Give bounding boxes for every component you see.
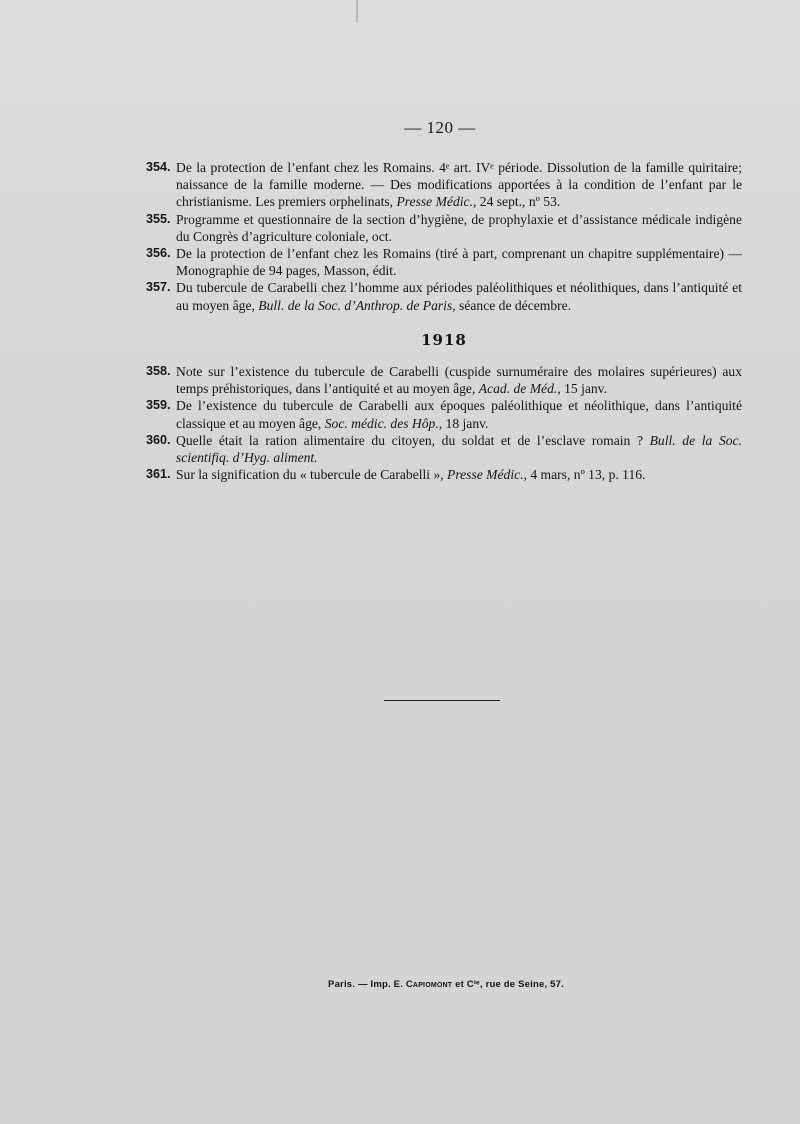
entry-citation: Acad. de Méd., [478, 381, 561, 397]
entry-text [176, 279, 742, 313]
entry-text-part: De la protection de l’enfant chez les Romains (tiré à part, comprenant un chapitre supplémentaire) — Monographie de 94 pages, Masson, édit. [176, 246, 742, 279]
entry-text-part: Programme et questionnaire de la section d’hygiène, de prophylaxie et d’assistance médicale indigène du Congrès d’agriculture coloniale, oct. [176, 211, 742, 244]
entry-number: 356. [146, 246, 171, 261]
printer-imprint [0, 979, 800, 990]
entry-citation: Presse Médic., [396, 194, 477, 210]
entry-text-part: 24 sept., nº 53. [476, 194, 561, 210]
entry-text-part: 4 mars, nº 13, p. 116. [526, 467, 646, 483]
entry-text-part: De la protection de l’enfant chez les Romains. 4ᵉ art. IVᵉ période. Dissolution de la famille quiritaire; naissance de la famille moderne. — Des modifications apportées à la condition de l’enfant par le christianisme. Les premiers orphelinats, [176, 160, 742, 210]
entry-text [176, 245, 742, 279]
bibliography-entry [146, 432, 742, 466]
entry-citation: Bull. de la Soc. scientifiq. d’Hyg. aliment. [176, 432, 742, 466]
bibliography-entry [146, 159, 742, 211]
entry-text [176, 397, 742, 431]
entry-text-part: 15 janv. [560, 381, 607, 397]
closing-rule [384, 700, 500, 701]
entry-number: 358. [146, 364, 171, 379]
bibliography-entry [146, 363, 742, 397]
entry-number: 357. [146, 280, 171, 295]
imprint-printer: Capiomont [405, 979, 453, 990]
entry-number: 359. [146, 398, 171, 413]
entry-citation: Bull. de la Soc. d’Anthrop. de Paris, [258, 297, 456, 313]
entry-number: 354. [146, 160, 171, 174]
entry-text [176, 432, 742, 466]
entry-text [176, 466, 742, 483]
year-heading: 1918 [421, 330, 467, 349]
bibliography-entry [146, 466, 742, 483]
entry-citation: Presse Médic., [447, 467, 527, 483]
entry-text [176, 363, 742, 397]
entry-text-part: De l’existence du tubercule de Carabelli aux époques paléolithique et néolithique, dans l’antiquité classique et au moyen âge, [176, 398, 742, 431]
entry-text-part: Sur la signification du « tubercule de Carabelli », [176, 467, 448, 483]
entry-number: 360. [146, 432, 171, 447]
page-number: — 120 — [404, 118, 476, 137]
bibliography-entry [146, 279, 742, 313]
entries-1918 [146, 363, 742, 483]
imprint-suffix: et Cⁱᵉ, rue de Seine, 57. [452, 979, 564, 990]
entry-text-part: séance de décembre. [455, 297, 572, 313]
bibliography-entry [146, 211, 742, 245]
entries-1917-continued [146, 159, 742, 314]
entry-number: 355. [146, 211, 171, 226]
entry-text-part: Du tubercule de Carabelli chez l’homme aux périodes paléolithiques et néolithiques, dans l’antiquité et au moyen âge, [176, 280, 742, 313]
bibliography-entry [146, 397, 742, 431]
entry-text-part: 18 janv. [442, 415, 489, 431]
entry-number: 361. [146, 467, 171, 482]
entry-citation: Soc. médic. des Hôp., [324, 415, 443, 431]
bibliography-list [146, 159, 742, 483]
imprint-prefix: Paris. — Imp. E. [328, 979, 406, 990]
entry-text [176, 211, 742, 245]
bibliography-entry [146, 245, 742, 279]
entry-text [176, 159, 742, 211]
entry-text-part: Quelle était la ration alimentaire du citoyen, du soldat et de l’esclave romain ? [176, 432, 650, 448]
scan-mark [356, 0, 358, 22]
entry-text-part: Note sur l’existence du tubercule de Carabelli (cuspide surnuméraire des molaires supérieures) aux temps préhistoriques, dans l’antiquité et au moyen âge, [176, 364, 742, 397]
